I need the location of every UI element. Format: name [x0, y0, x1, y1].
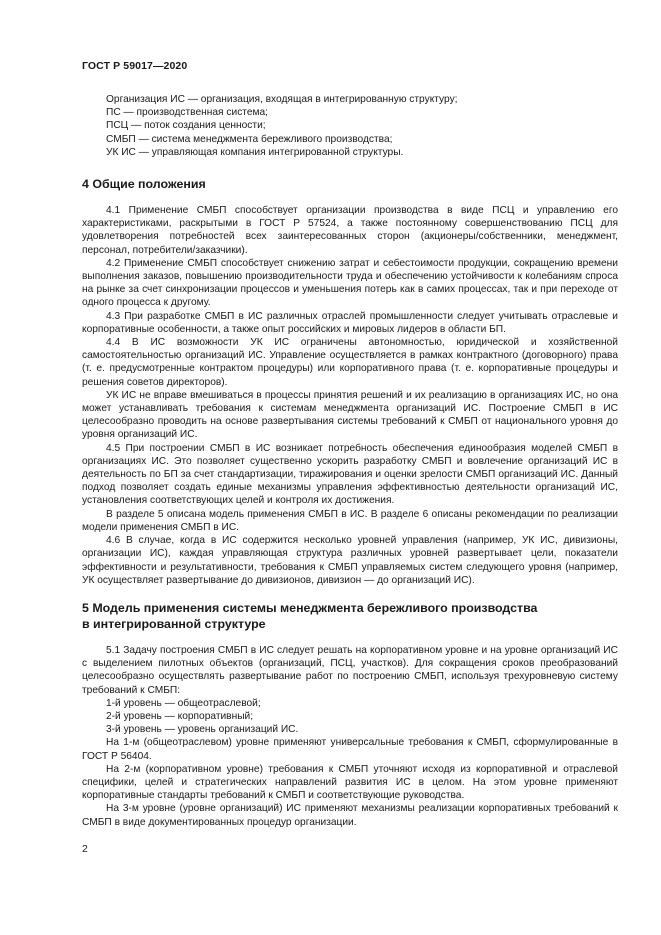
- levels-list: [82, 697, 618, 737]
- section-5-title-line-1: 5 Модель применения системы менеджмента бережливого производства: [82, 600, 538, 615]
- section-5-title-line-2: в интегрированной структуре: [82, 616, 266, 631]
- level-item: 3-й уровень — уровень организаций ИС.: [106, 724, 299, 736]
- paragraph-4-6: 4.6 В случае, когда в ИС содержится несколько уровней управления (например, УК ИС, дивизионы, организации ИС), каждая управляющая структура различных уровней развертывает цели, показатели эффективности и результативности, требования к СМБП управляемых систем следующего уровня (например, УК осуществляет развертывание до дивизионов, дивизион — до организаций ИС).: [82, 535, 618, 586]
- level-item: 2-й уровень — корпоративный;: [106, 710, 254, 722]
- paragraph-4-5-cont: В разделе 5 описана модель применения СМБП в ИС. В разделе 6 описаны рекомендации по реализации модели применения СМБП в ИС.: [82, 508, 618, 533]
- paragraph-5-1: 5.1 Задачу построения СМБП в ИС следует решать на корпоративном уровне и на уровне организаций ИС с выделением пилотных объектов (организаций, ПСЦ, участков). Для сокращения сроков преобразований целесообразно осуществлять развертывание работ по построению СМБП, используя трехуровневую систему требований к СМБП:: [82, 644, 618, 696]
- abbreviation-item: ПСЦ — поток создания ценности;: [106, 120, 266, 132]
- page-body: [82, 93, 618, 829]
- abbreviation-item: УК ИС — управляющая компания интегрированной структуры.: [106, 146, 404, 158]
- paragraph-level-2: На 2-м (корпоративном уровне) требования к СМБП уточняют исходя из корпоративной и отраслевой специфики, целей и стратегических направлений развития ИС в целом. На этом уровне применяют корпоративные стандарты требований к СМБП и соответствующие руководства.: [82, 763, 618, 802]
- abbreviation-item: ПС — производственная система;: [106, 107, 269, 119]
- abbreviation-item: СМБП — система менеджмента бережливого производства;: [106, 133, 393, 145]
- level-item: 1-й уровень — общеотраслевой;: [106, 697, 261, 709]
- section-4-title: 4 Общие положения: [82, 177, 206, 192]
- paragraph-level-1: На 1-м (общеотраслевом) уровне применяют универсальные требования к СМБП, сформулированные в ГОСТ Р 56404.: [82, 737, 618, 762]
- abbreviations-list: [82, 93, 618, 159]
- abbreviation-item: Организация ИС — организация, входящая в интегрированную структуру;: [106, 94, 458, 105]
- section-5-title: [82, 600, 618, 632]
- standard-code-header: ГОСТ Р 59017—2020: [82, 60, 188, 72]
- paragraph-4-4-cont: УК ИС не вправе вмешиваться в процессы принятия решений и их реализацию в организациях ИС, но она может устанавливать требования к системам менеджмента организаций ИС. Построение СМБП в ИС целесообразно проводить на основе развертывания системы требований к СМБП от национального уровня до уровня организаций ИС.: [82, 389, 618, 441]
- page-number: 2: [82, 843, 88, 855]
- paragraph-4-3: 4.3 При разработке СМБП в ИС различных отраслей промышленности следует учитывать отраслевые и корпоративные особенности, а также опыт российских и мировых лидеров в области БП.: [82, 310, 618, 335]
- paragraph-4-4: 4.4 В ИС возможности УК ИС ограничены автономностью, юридической и хозяйственной самостоятельностью организаций ИС. Управление осуществляется в рамках контрактного (договорного) права (т. е. предусмотренные контрактом процедуры) или корпоративного права (т. е. корпоративные процедуры и решения советов директоров).: [82, 337, 618, 388]
- paragraph-4-2: 4.2 Применение СМБП способствует снижению затрат и себестоимости продукции, сокращению времени выполнения заказов, повышению производительности труда и обеспечению устойчивости к колебаниям спроса на рынке за счет синхронизации процессов и уменьшения потерь как в самих процессах, так и при переходе от одного процесса к другому.: [82, 257, 618, 309]
- paragraph-4-1: 4.1 Применение СМБП способствует организации производства в виде ПСЦ и управлению его характеристиками, раскрытыми в ГОСТ Р 57524, а также постоянному совершенствованию ПСЦ для удовлетворения потребностей всех заинтересованных сторон (акционеры/собственники, менеджмент, персонал, потребители/заказчики).: [82, 205, 618, 256]
- paragraph-level-3: На 3-м уровне (уровне организаций) ИС применяют механизмы реализации корпоративных требований к СМБП в виде документированных процедур организации.: [82, 803, 618, 828]
- paragraph-4-5: 4.5 При построении СМБП в ИС возникает потребность обеспечения единообразия моделей СМБП в организациях ИС. Это позволяет существенно ускорить разработку СМБП и вовлечение организаций ИС в деятельность по БП за счет стандартизации, тиражирования и оценки зрелости СМБП организаций ИС. Данный подход позволяет создать единые механизмы управления эффективностью деятельности организаций ИС, установления соответствующих целей и контроля их достижения.: [82, 442, 618, 507]
